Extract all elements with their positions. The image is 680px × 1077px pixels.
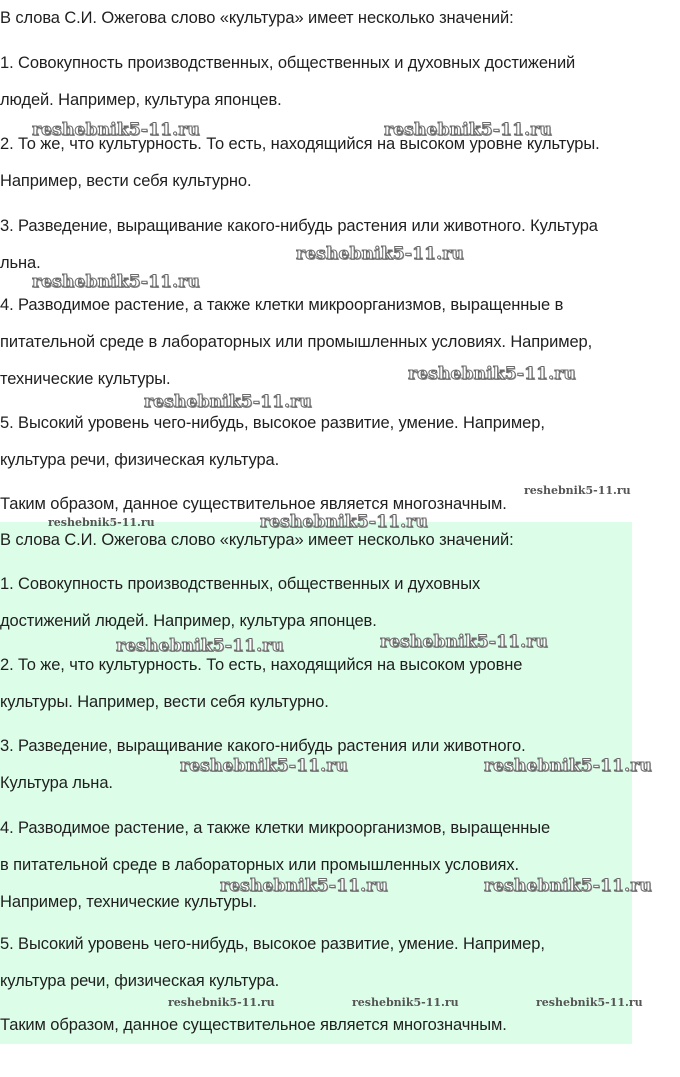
watermark: reshebnik5-11.ru <box>484 876 652 896</box>
text-line: 2. То же, что культурность. То есть, находящийся на высоком уровне культуры. <box>0 135 600 153</box>
watermark: reshebnik5-11.ru <box>180 756 348 776</box>
conclusion-text <box>0 1007 507 1044</box>
meaning-1 <box>0 566 480 640</box>
text-line: технические культуры. <box>0 370 171 388</box>
intro-text <box>0 0 514 37</box>
text-line: культура речи, физическая культура. <box>0 451 280 469</box>
text-line: Таким образом, данное существительное является многозначным. <box>0 1016 507 1034</box>
watermark: reshebnik5-11.ru <box>220 876 388 896</box>
watermark: reshebnik5-11.ru <box>48 516 155 529</box>
text-line: достижений людей. Например, культура японцев. <box>0 612 377 630</box>
text-line: культура речи, физическая культура. <box>0 972 280 990</box>
watermark: reshebnik5-11.ru <box>168 996 275 1009</box>
text-line: Культура льна. <box>0 774 113 792</box>
meaning-3 <box>0 208 598 282</box>
watermark: reshebnik5-11.ru <box>116 636 284 656</box>
watermark: reshebnik5-11.ru <box>32 120 200 140</box>
conclusion-text <box>0 486 507 523</box>
watermark: reshebnik5-11.ru <box>260 512 428 532</box>
text-line: 3. Разведение, выращивание какого-нибудь растения или животного. <box>0 737 526 755</box>
watermark: reshebnik5-11.ru <box>536 996 643 1009</box>
watermark: reshebnik5-11.ru <box>408 364 576 384</box>
watermark: reshebnik5-11.ru <box>144 392 312 412</box>
text-line: Например, вести себя культурно. <box>0 172 252 190</box>
watermark: reshebnik5-11.ru <box>524 484 631 497</box>
text-line: 5. Высокий уровень чего-нибудь, высокое развитие, умение. Например, <box>0 414 545 432</box>
text-line: людей. Например, культура японцев. <box>0 91 282 109</box>
text-line: Например, технические культуры. <box>0 893 257 911</box>
text-line: 4. Разводимое растение, а также клетки микроорганизмов, выращенные <box>0 819 551 837</box>
text-line: Таким образом, данное существительное является многозначным. <box>0 495 507 513</box>
meaning-3 <box>0 728 526 802</box>
text-line: льна. <box>0 254 41 272</box>
watermark: reshebnik5-11.ru <box>296 244 464 264</box>
watermark: reshebnik5-11.ru <box>32 272 200 292</box>
text-line: в питательной среде в лабораторных или промышленных условиях. <box>0 856 519 874</box>
text-line: питательной среде в лабораторных или промышленных условиях. Например, <box>0 333 593 351</box>
meaning-2 <box>0 126 600 200</box>
text-line: культуры. Например, вести себя культурно. <box>0 693 329 711</box>
meaning-5 <box>0 926 545 1000</box>
meaning-1 <box>0 45 575 119</box>
text-line: 1. Совокупность производственных, общественных и духовных достижений <box>0 54 576 72</box>
meaning-4 <box>0 810 550 921</box>
watermark: reshebnik5-11.ru <box>380 632 548 652</box>
watermark: reshebnik5-11.ru <box>384 120 552 140</box>
text-line: В слова С.И. Ожегова слово «культура» имеет несколько значений: <box>0 9 514 27</box>
meaning-2 <box>0 647 522 721</box>
text-line: 2. То же, что культурность. То есть, находящийся на высоком уровне <box>0 656 523 674</box>
meaning-4 <box>0 287 592 398</box>
text-line: 3. Разведение, выращивание какого-нибудь растения или животного. Культура <box>0 217 598 235</box>
watermark: reshebnik5-11.ru <box>352 996 459 1009</box>
text-line: 1. Совокупность производственных, общественных и духовных <box>0 575 481 593</box>
text-line: 4. Разводимое растение, а также клетки микроорганизмов, выращенные в <box>0 296 564 314</box>
text-line: В слова С.И. Ожегова слово «культура» имеет несколько значений: <box>0 531 514 549</box>
watermark: reshebnik5-11.ru <box>484 756 652 776</box>
intro-text <box>0 522 514 559</box>
text-line: 5. Высокий уровень чего-нибудь, высокое развитие, умение. Например, <box>0 935 545 953</box>
meaning-5 <box>0 405 545 479</box>
